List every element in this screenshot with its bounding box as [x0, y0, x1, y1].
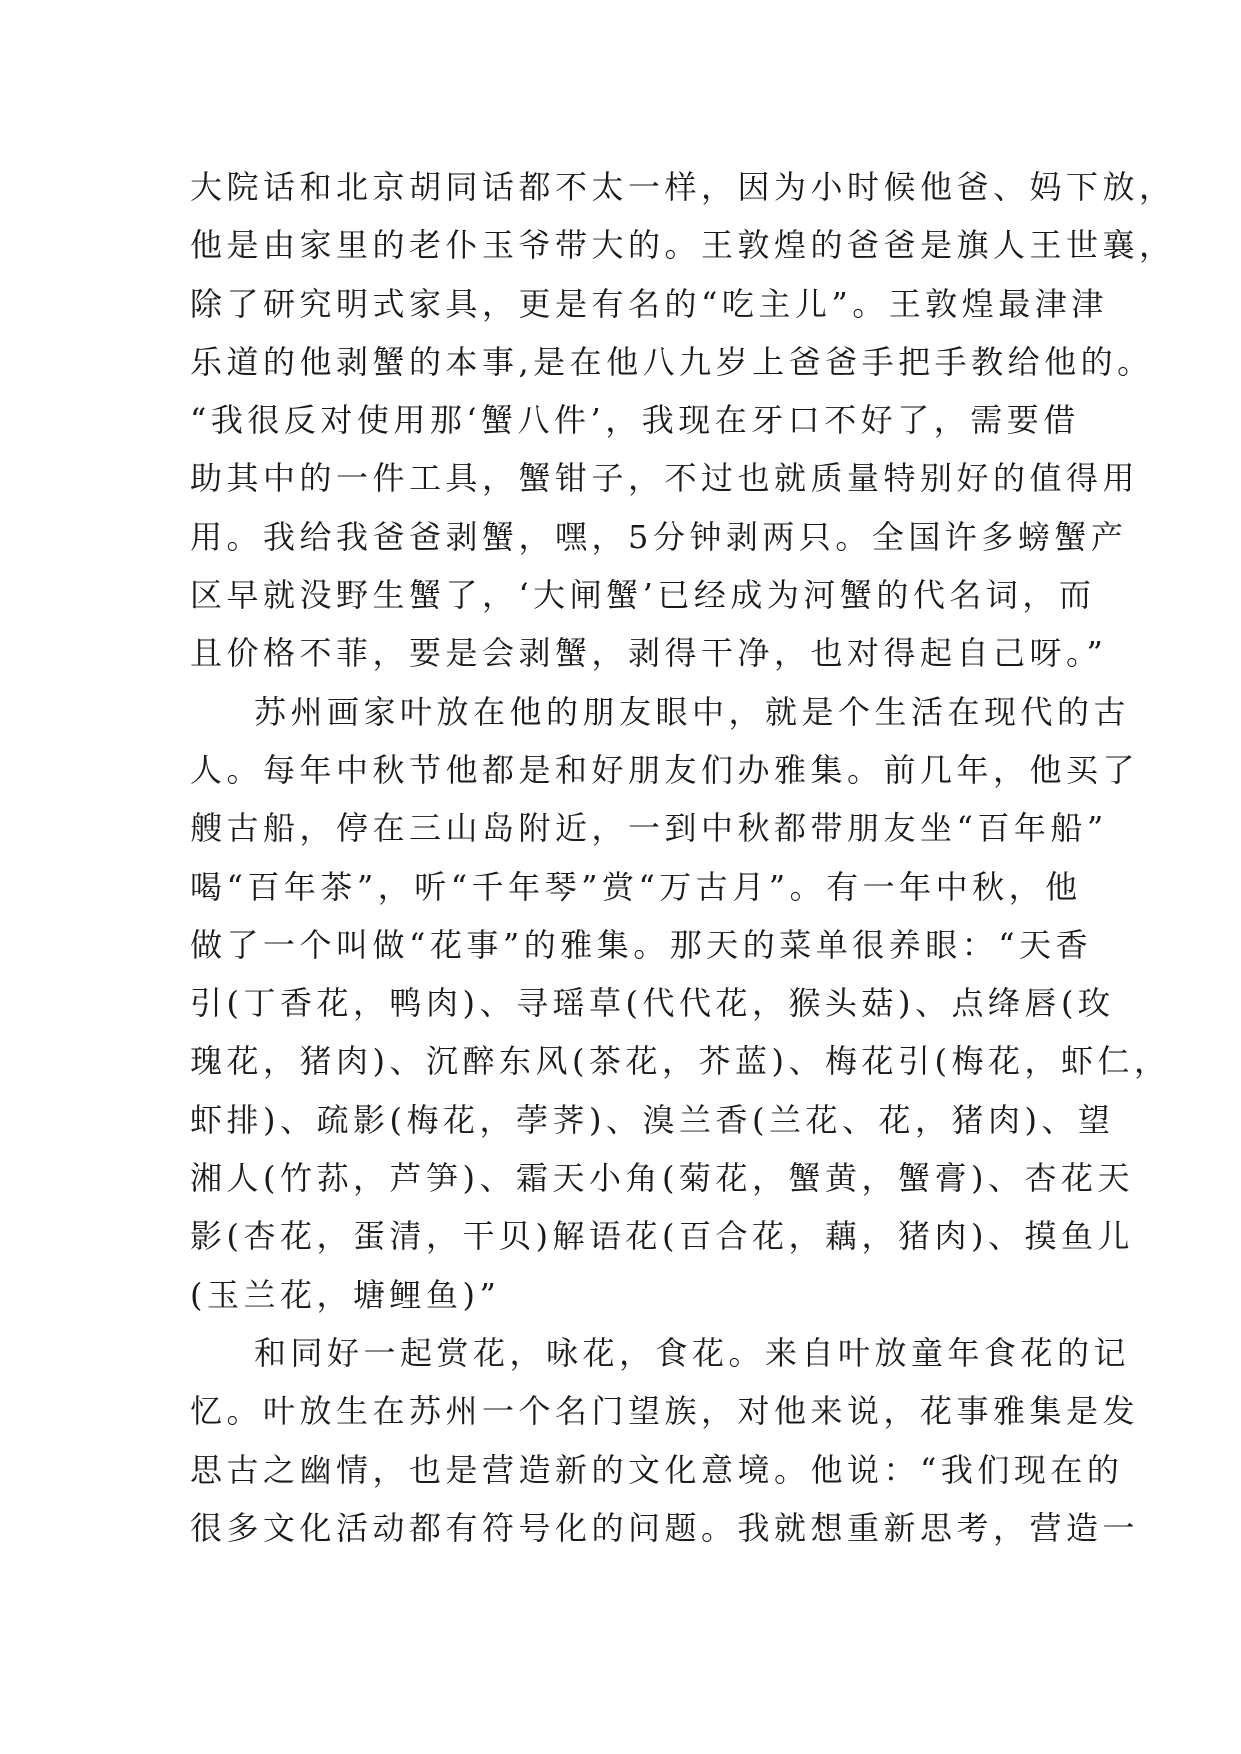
text-line: 影(杏花，蛋清，干贝)解语花(百合花，藕，猪肉)、摸鱼儿	[190, 1217, 1134, 1256]
text-line: 且价格不菲，要是会剥蟹，剥得干净，也对得起自己呀。”	[190, 634, 1108, 673]
text-line: 忆。叶放生在苏州一个名门望族，对他来说，花事雅集是发	[190, 1392, 1140, 1431]
text-line: 人。每年中秋节他都是和好朋友们办雅集。前几年，他买了	[190, 750, 1140, 789]
text-line: 艘古船，停在三山岛附近，一到中秋都带朋友坐“百年船”	[190, 809, 1108, 848]
text-line: 瑰花，猪肉)、沉醉东风(茶花，芥蓝)、梅花引(梅花，虾仁，	[190, 1042, 1171, 1081]
text-line: (玉兰花，塘鲤鱼)”	[190, 1275, 501, 1314]
text-line: “我很反对使用那‘蟹八件’，我现在牙口不好了，需要借	[190, 401, 1080, 440]
text-line: 做了一个叫做“花事”的雅集。那天的菜单很养眼：“天香	[190, 925, 1093, 964]
text-line: 大院话和北京胡同话都不太一样，因为小时候他爸、妈下放，	[190, 168, 1176, 206]
text-line: 湘人(竹荪，芦笋)、霜天小角(菊花，蟹黄，蟹膏)、杏花天	[190, 1159, 1134, 1198]
text-line: 助其中的一件工具，蟹钳子，不过也就质量特别好的值得用	[190, 459, 1140, 498]
text-line: 区早就没野生蟹了，‘大闸蟹’已经成为河蟹的代名词，而	[190, 576, 1096, 615]
body-text	[190, 158, 1176, 1557]
text-line: 他是由家里的老仆玉爷带大的。王敦煌的爸爸是旗人王世襄，	[190, 226, 1176, 265]
paragraph-start-line: 苏州画家叶放在他的朋友眼中，就是个生活在现代的古	[254, 692, 1131, 731]
text-line: 乐道的他剥蟹的本事,是在他八九岁上爸爸手把手教给他的。	[190, 342, 1154, 381]
text-line: 用。我给我爸爸剥蟹，嘿，5分钟剥两只。全国许多螃蟹产	[190, 517, 1128, 556]
text-line: 除了研究明式家具，更是有名的“吃主儿”。王敦煌最津津	[190, 284, 1108, 323]
paragraph-start-line: 和同好一起赏花，咏花，食花。来自叶放童年食花的记	[254, 1333, 1131, 1372]
text-line: 引(丁香花，鸭肉)、寻瑶草(代代花，猴头菇)、点绛唇(玫	[190, 984, 1115, 1023]
text-line: 很多文化活动都有符号化的问题。我就想重新思考，营造一	[190, 1508, 1140, 1547]
text-line: 喝“百年茶”，听“千年琴”赏“万古月”。有一年中秋，他	[190, 867, 1082, 906]
text-line: 虾排)、疏影(梅花，荸荠)、溴兰香(兰花、花，猪肉)、望	[190, 1100, 1115, 1139]
text-line: 思古之幽情，也是营造新的文化意境。他说：“我们现在的	[190, 1450, 1124, 1489]
